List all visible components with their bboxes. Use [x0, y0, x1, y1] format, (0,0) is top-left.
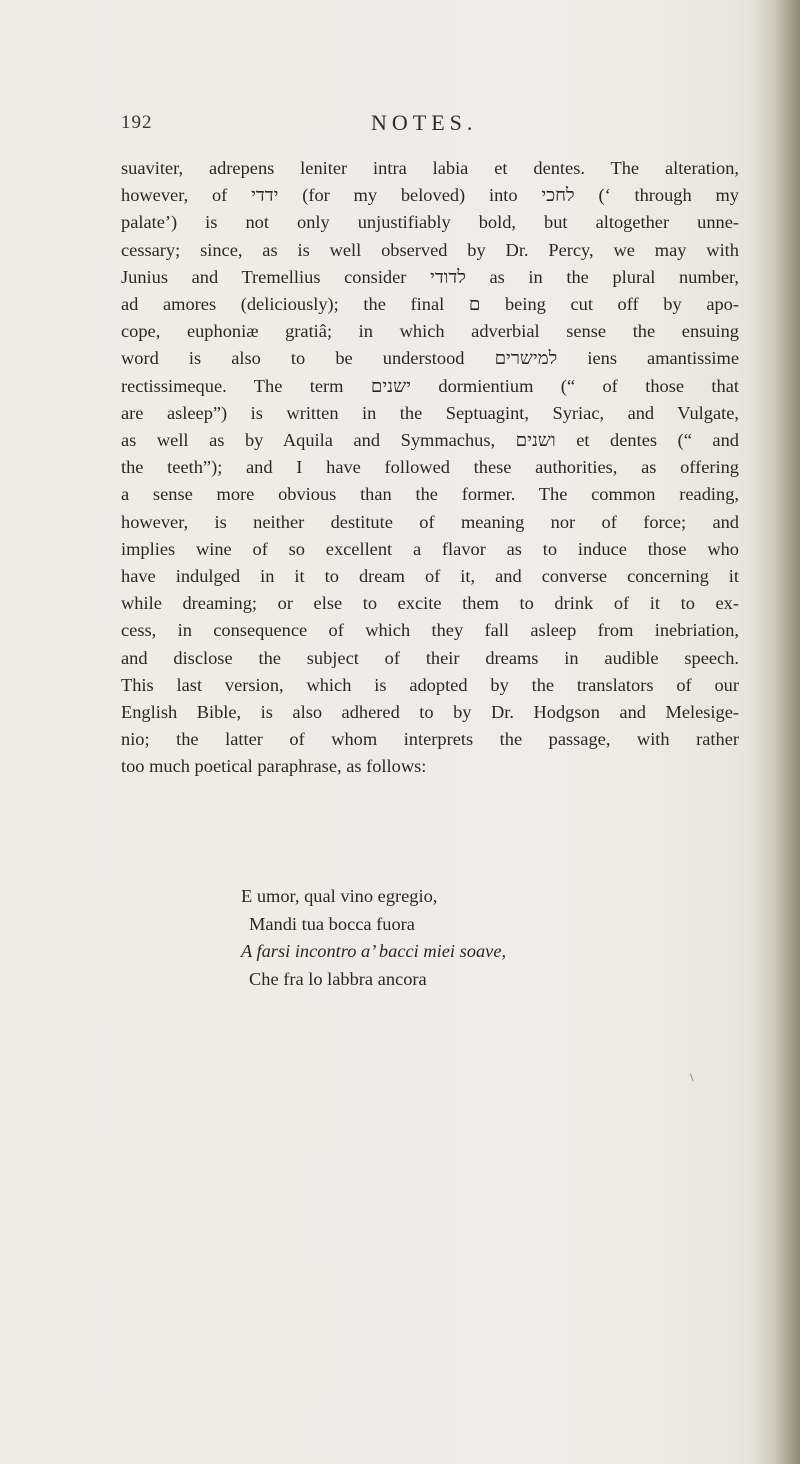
text-line: the teeth”); and I have followed these authorities, as offering: [121, 457, 739, 478]
text-line: are asleep”) is written in the Septuagint, Syriac, and Vulgate,: [121, 402, 739, 423]
text-line: suaviter, adrepens leniter intra labia et dentes. The alteration,: [121, 158, 739, 178]
text-line: This last version, which is adopted by the translators of our: [121, 674, 739, 695]
text-line: English Bible, is also adhered to by Dr. Hodgson and Melesige-: [121, 702, 739, 723]
text-line: rectissimeque. The term ישנים dormientium (“ of those that: [121, 375, 740, 396]
text-line: and disclose the subject of their dreams in audible speech.: [121, 647, 739, 668]
text-line: cess, in consequence of which they fall asleep from inebriation,: [121, 620, 739, 641]
page-edge-shadow: [754, 0, 800, 1464]
text-line: ad amores (deliciously); the final ם being cut off by apo-: [121, 294, 740, 315]
verse-line: A farsi incontro a’ bacci miei soave,: [241, 941, 507, 962]
text-line: word is also to be understood למישרים iens amantissime: [121, 348, 739, 369]
text-line: however, is neither destitute of meaning nor of force; and: [121, 511, 739, 532]
page-header: [121, 112, 681, 142]
text-line: nio; the latter of whom interprets the passage, with rather: [121, 729, 739, 750]
text-line: palate’) is not only unjustifiably bold, but altogether unne-: [121, 212, 739, 233]
verse-line: E umor, qual vino egregio,: [241, 886, 438, 906]
text-line: while dreaming; or else to excite them to drink of it to ex-: [121, 593, 739, 614]
body-text: [121, 155, 739, 781]
text-line: Junius and Tremellius consider לדודי as in the plural number,: [121, 266, 740, 287]
text-line: cessary; since, as is well observed by Dr. Percy, we may with: [121, 239, 739, 260]
page-number: 192: [121, 112, 153, 133]
verse-line: Che fra lo labbra ancora: [249, 968, 427, 989]
verse-quotation: [241, 883, 661, 993]
text-line: a sense more obvious than the former. The common reading,: [121, 484, 739, 505]
stray-mark: \: [690, 1070, 694, 1084]
verse-line: Mandi tua bocca fuora: [249, 913, 415, 934]
running-title: NOTES.: [371, 110, 478, 135]
text-line: however, of ידדי (for my beloved) into לחכי (‘ through my: [121, 185, 739, 206]
text-line: too much poetical paraphrase, as follows:: [121, 756, 427, 777]
text-line: implies wine of so excellent a flavor as to induce those who: [121, 538, 739, 559]
text-line: as well as by Aquila and Symmachus, ושנים et dentes (“ and: [121, 430, 739, 451]
text-line: cope, euphoniæ gratiâ; in which adverbial sense the ensuing: [121, 321, 739, 342]
text-line: have indulged in it to dream of it, and converse concerning it: [121, 566, 739, 587]
